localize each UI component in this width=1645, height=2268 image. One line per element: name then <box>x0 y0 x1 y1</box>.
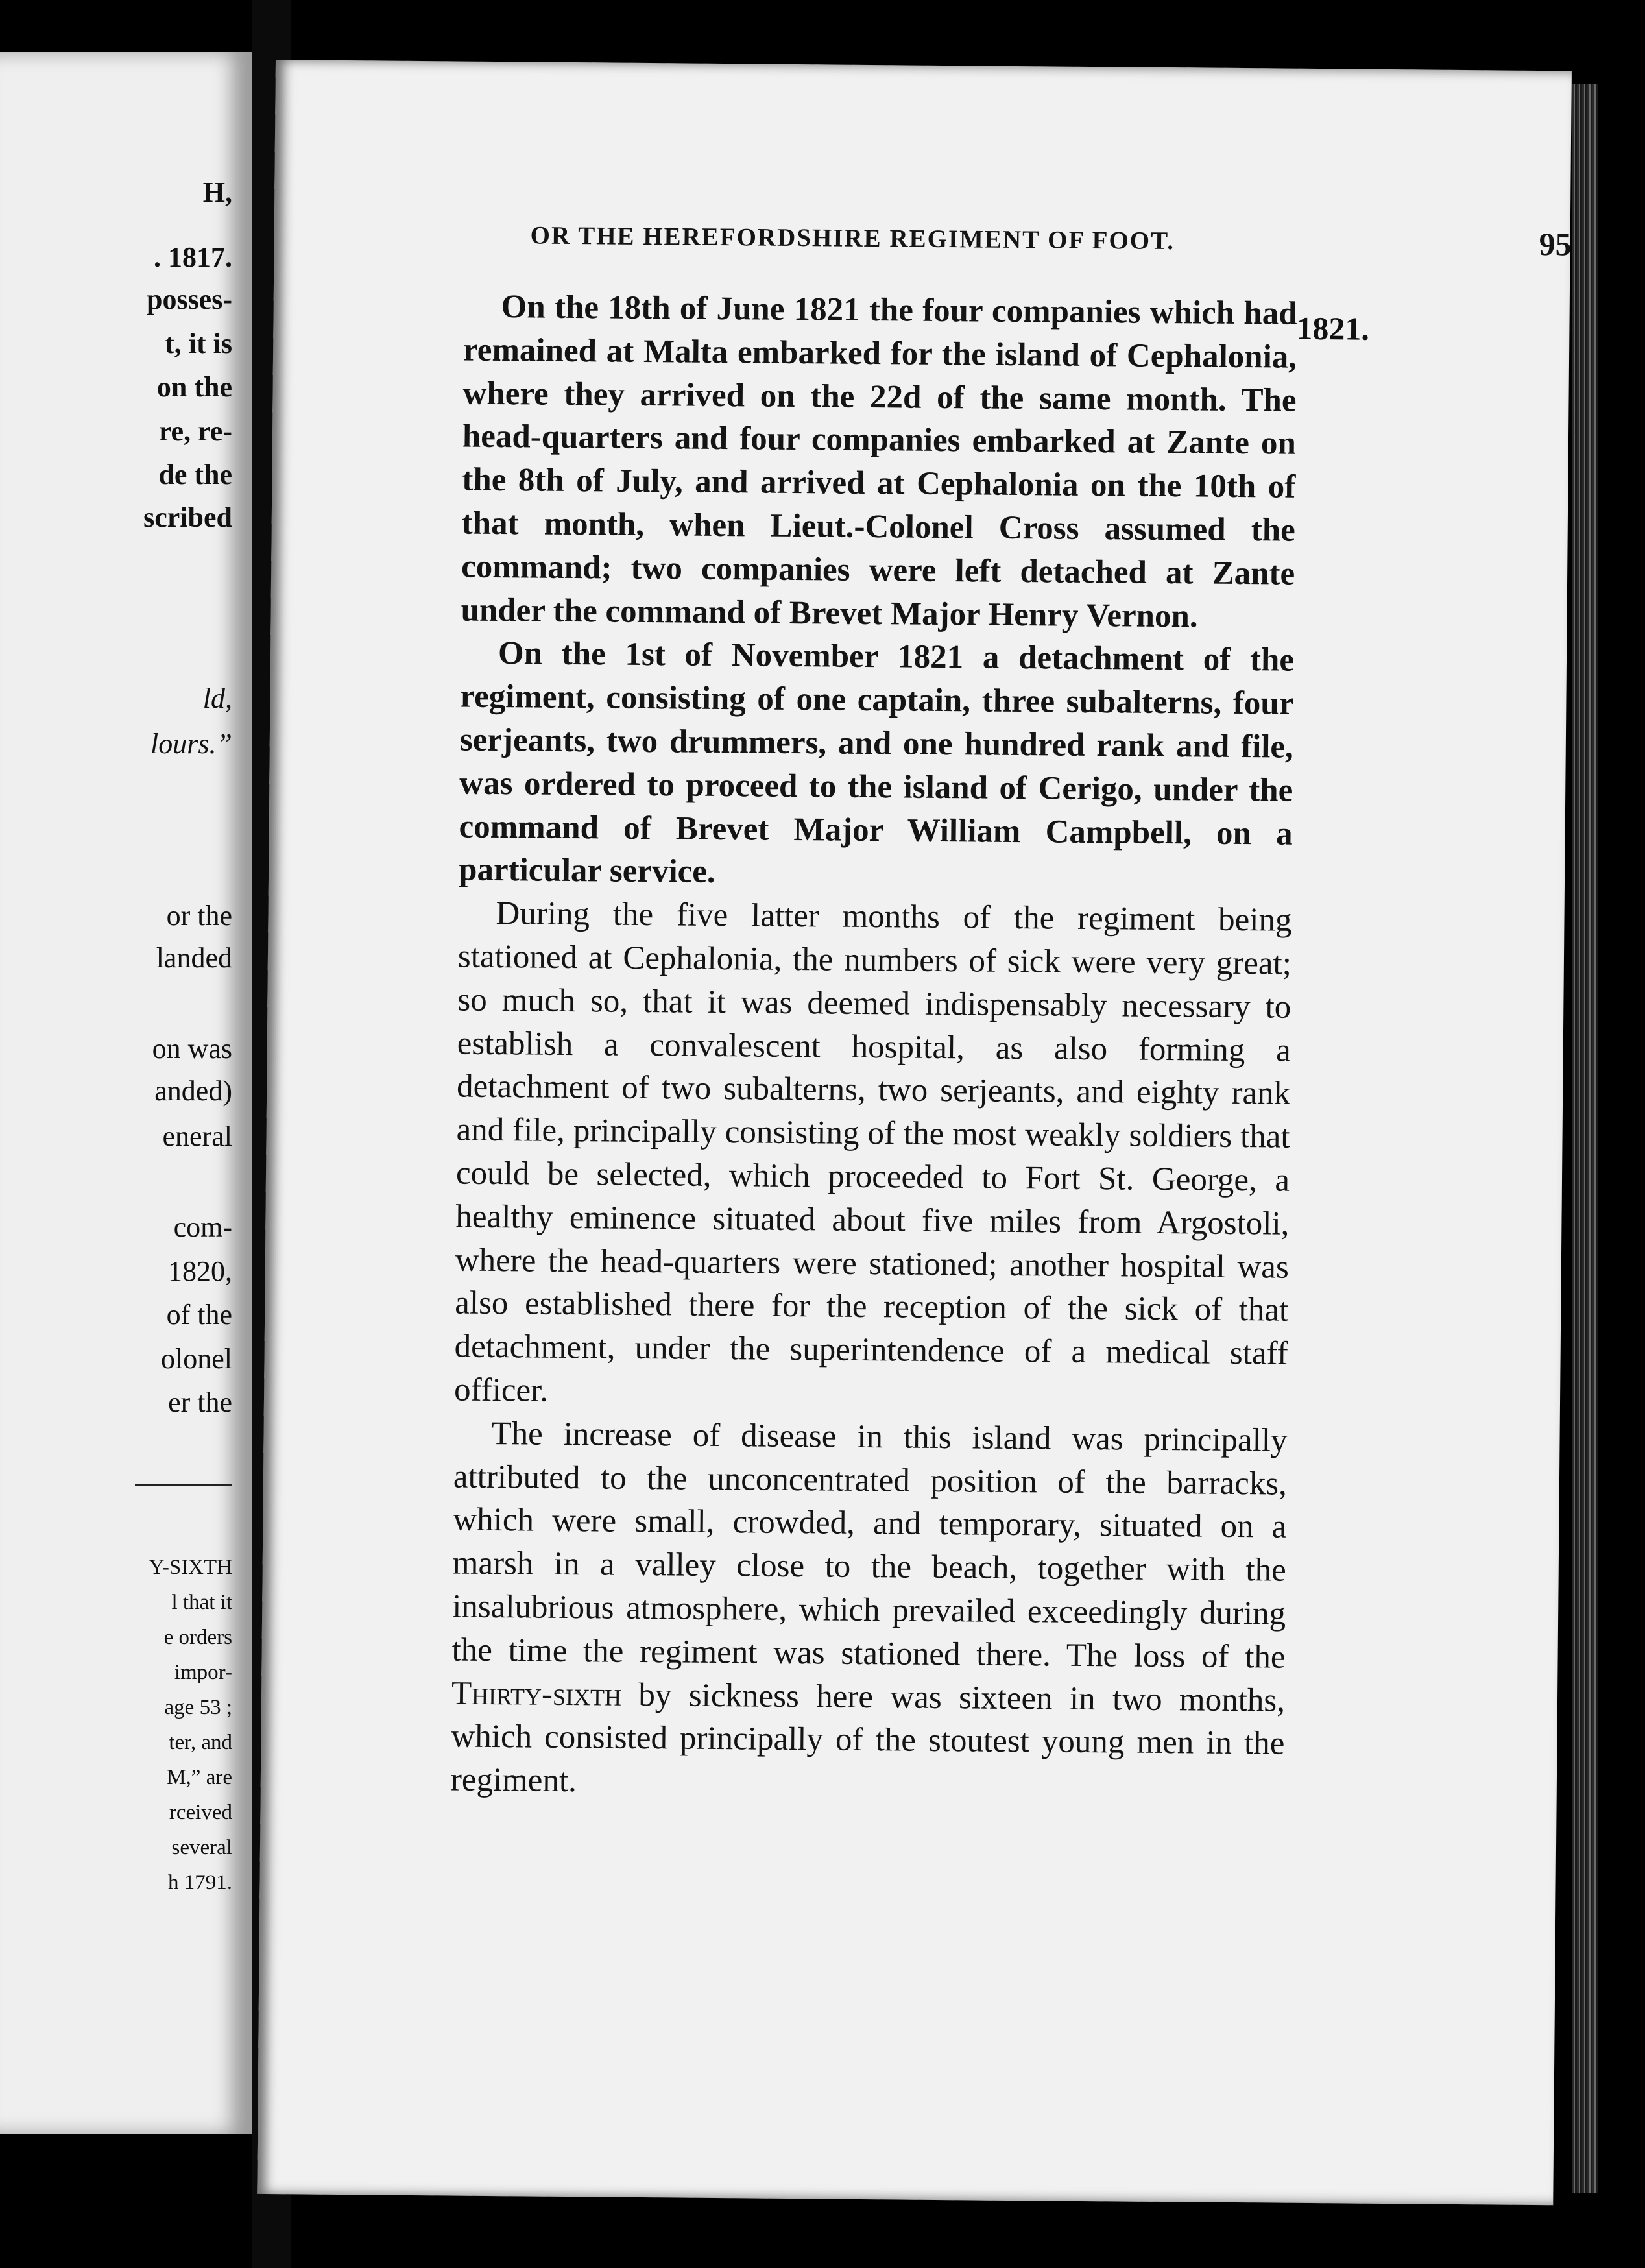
left-page-fragment: ld, <box>202 682 232 714</box>
left-page-footnote-line: impor- <box>174 1661 232 1684</box>
left-page <box>0 52 252 2134</box>
left-page-fragment: on was <box>152 1033 232 1065</box>
paragraph-1: On the 18th of June 1821 the four companies which had remained at Malta embarked for the island of Cephalonia, where they arrived on the 22d of the same month. The head-quarters and four companies embarked at Zante on the 8th of July, and arrived at Cephalonia on the 10th of that month, when Lieut.-Colonel Cross assumed the command; two companies were left detached at Zante under the command of Brevet Major Henry Vernon. <box>461 289 1297 635</box>
left-page-fragment: de the <box>158 459 232 490</box>
paragraph-4-start: The increase of disease in this island was principally attributed to the unconcentrated position of the barracks, which were small, crowded, and temporary, situated on a marsh in a valley close to the beach, together with the insalubrious atmosphere, which prevailed exceedingly during the time the regiment was stationed there. The loss of the <box>451 1415 1288 1676</box>
left-page-fragment: lours.” <box>150 728 232 760</box>
left-page-fragment: er the <box>168 1386 232 1418</box>
left-page-fragment: . 1817. <box>154 241 232 273</box>
left-page-fragment: com- <box>173 1211 232 1243</box>
margin-year: 1821. <box>1296 309 1370 347</box>
left-page-fragment: t, it is <box>165 328 232 359</box>
left-page-fragment: of the <box>166 1299 232 1331</box>
left-page-footnote-line: l that it <box>171 1591 232 1614</box>
left-page-footnote-line: Y-SIXTH <box>149 1556 232 1579</box>
running-head <box>530 221 1572 263</box>
left-page-fragment: 1820, <box>168 1255 232 1287</box>
left-page-fragment: olonel <box>161 1343 232 1375</box>
left-page-footnote-line: h 1791. <box>168 1871 232 1894</box>
left-page-fragment: on the <box>156 371 232 403</box>
left-page-fragment: or the <box>166 900 232 932</box>
body-text <box>451 285 1297 1809</box>
left-page-footnote-line: M,” are <box>167 1766 232 1789</box>
left-page-footnote-line: e orders <box>163 1626 232 1649</box>
left-page-fragment: eneral <box>162 1120 232 1152</box>
left-page-footnote-line: ter, and <box>169 1731 232 1754</box>
paragraph-3: During the five latter months of the regiment being stationed at Cephalonia, the numbers of sick were very great; so much so, that it was deemed indispensably necessary to establish a convalescent hospital, as also forming a detachment of two subalterns, two serjeants, and eighty rank and file, principally consisting of the most weakly soldiers that could be selected, which proceeded to Fort St. George, a healthy eminence situated about five miles from Argostoli, where the head-quarters were stationed; another hospital was also established there for the reception of the sick of that detachment, under the superintendence of a medical staff officer. <box>453 895 1292 1409</box>
running-head-title: OR THE HEREFORDSHIRE REGIMENT OF FOOT. <box>530 221 1175 256</box>
paragraph-2: On the 1st of November 1821 a detachment of the regiment, consisting of one captain, three subalterns, four serjeants, two drummers, and one hundred rank and file, was ordered to proceed to the island of Cerigo, under the command of Brevet Major William Campbell, on a particular service. <box>458 635 1295 891</box>
left-page-fragment: landed <box>156 942 232 974</box>
left-page-fragment: re, re- <box>158 415 232 447</box>
left-page-fragment: scribed <box>143 501 232 533</box>
right-page <box>257 60 1572 2205</box>
page-edges <box>1572 84 1598 2193</box>
footnote-rule <box>135 1484 232 1486</box>
left-page-fragment: anded) <box>154 1075 232 1107</box>
left-page-fragment: H, <box>202 176 232 208</box>
paragraph-4 <box>451 1412 1288 1809</box>
left-page-footnote-line: age 53 ; <box>164 1696 232 1719</box>
left-page-footnote-line: several <box>171 1836 232 1859</box>
regiment-name: Thirty-sixth <box>451 1674 622 1713</box>
left-page-fragment: posses- <box>146 284 232 315</box>
page-number: 95 <box>1539 226 1572 263</box>
left-page-footnote-line: rceived <box>169 1801 232 1824</box>
paragraph-4-end: by sickness here was sixteen in two months, which consisted principally of the stoutest young men in the regiment. <box>450 1676 1286 1800</box>
right-background <box>1598 0 1645 2268</box>
